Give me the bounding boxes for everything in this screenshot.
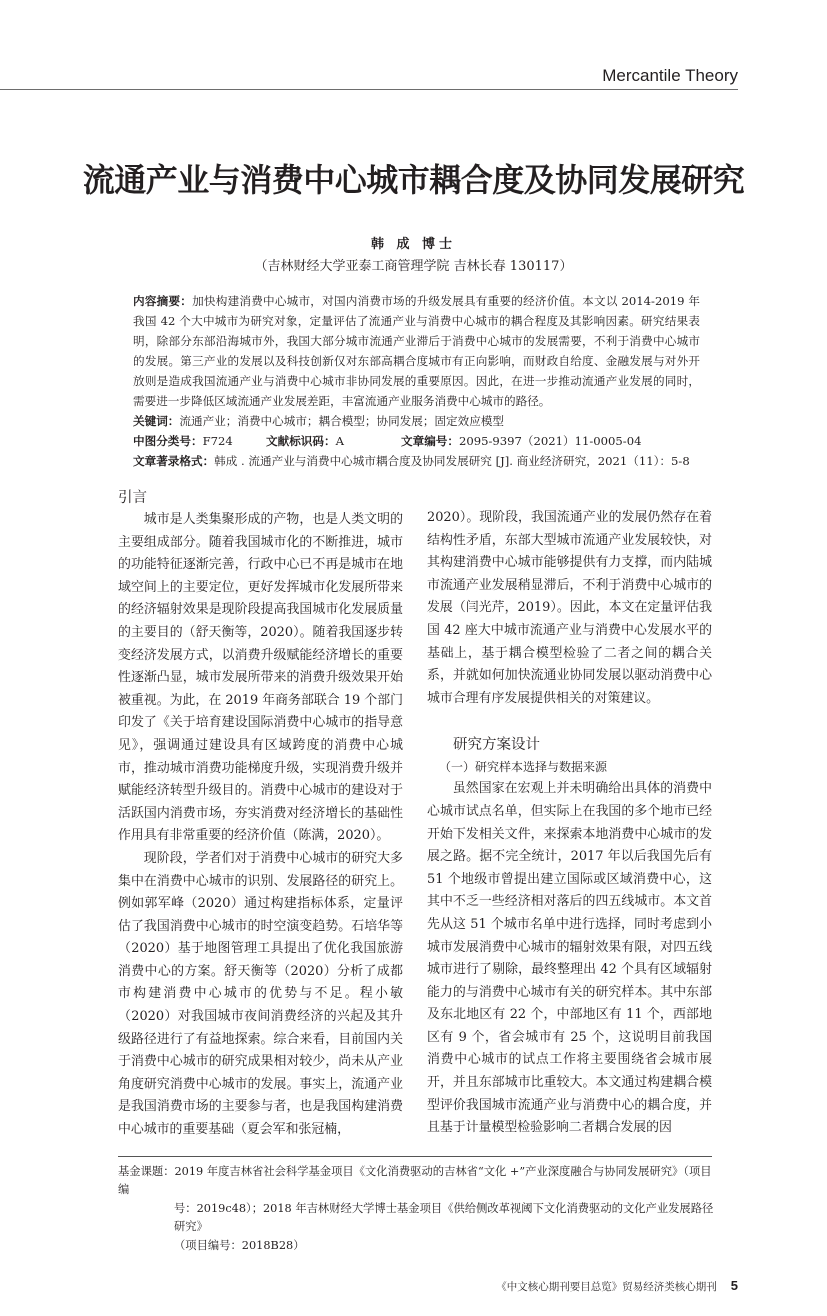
doc-code-label: 文献标识码：	[266, 434, 336, 448]
subsection-heading: （一）研究样本选择与数据来源	[439, 760, 608, 775]
design-paragraph-1: 虽然国家在宏观上并未明确给出具体的消费中心城市试点名单，但实际上在我国的多个地市已经开始下发相关文件，来探索本地消费中心城市的发展之路。据不完全统计，2017 年以后我国先后有 51 个地级市曾提出建立国际或区域消费中心，这其中不乏一些经济相对落后的四五线城市。本文首先从这 51 个城市名单中进行选择，同时考虑到小城市发展消费中心城市的辐射效果有限，对四五线城市进行了剔除，最终整理出 42 个具有区域辐射能力的与消费中心城市有关的研究样本。其中东部及东北地区有 22 个，中部地区有 11 个，西部地区有 9 个，省会城市有 25 个，这说明目前我国消费中心城市的试点工作将主要围绕省会城市展开，并且东部城市比重较大。本文通过构建耦合模型评价我国城市流通产业与消费中心的耦合度，并且基于计量模型检验影响二者耦合发展的因	[427, 781, 712, 1136]
intro-paragraph-2-continued: 2020）。现阶段，我国流通产业的发展仍然存在着结构性矛盾，东部大型城市流通产业发展较快，对其构建消费中心城市能够提供有力支撑，而内陆城市流通产业发展稍显滞后，不利于消费中心城市的发展（闫光芹，2019）。因此，本文在定量评估我国 42 座大中城市流通产业与消费中心发展水平的基础上，基于耦合模型检验了二者之间的耦合关系，并就如何加快流通业协同发展以驱动消费中心城市合理有序发展提供相关的对策建议。	[427, 510, 712, 706]
journal-footer: 《中文核心期刊要目总览》贸易经济类核心期刊	[496, 1281, 717, 1294]
funding-footnote	[118, 1163, 718, 1256]
classification-row	[133, 431, 700, 451]
left-column	[118, 487, 403, 1142]
abstract-text: 加快构建消费中心城市，对国内消费市场的升级发展具有重要的经济价值。本文以 2014-2019 年我国 42 个大中城市为研究对象，定量评估了流通产业与消费中心城市的耦合程度及其影响因素。研究结果表明，除部分东部沿海城市外，我国大部分城市流通产业滞后于消费中心城市的发展需要，不利于消费中心城市的发展。第三产业的发展以及科技创新仅对东部高耦合度城市有正向影响，而财政自给度、金融发展与对外开放则是造成我国流通产业与消费中心城市非协同发展的重要原因。因此，在进一步推动流通产业发展的同时，需要进一步降低区域流通产业发展差距，丰富流通产业服务消费中心城市的路径。	[133, 294, 700, 408]
journal-section-header: Mercantile Theory	[602, 66, 738, 85]
page-number: 5	[730, 1278, 738, 1294]
abstract-label: 内容摘要：	[133, 294, 193, 308]
intro-paragraph-1: 城市是人类集聚形成的产物，也是人类文明的主要组成部分。随着我国城市化的不断推进，城市的功能特征逐渐完善，行政中心已不再是城市在地域空间上的主要定位，更好发挥城市化发展所带来的经济辐射效果是现阶段提高我国城市化发展质量的主要目的（舒天衡等，2020）。随着我国逐步转变经济发展方式，以消费升级赋能经济增长的重要性逐渐凸显，城市发展所带来的消费升级效果开始被重视。为此，在 2019 年商务部联合 19 个部门印发了《关于培育建设国际消费中心城市的指导意见》，强调通过建设具有区域跨度的消费中心城市，推动城市消费功能梯度升级，实现消费升级并赋能经济转型升级目的。消费中心城市的建设对于活跃国内消费市场，夯实消费对经济增长的基础性作用具有非常重要的经济价值（陈满，2020）。	[118, 512, 403, 844]
author: 韩 成 博士	[370, 237, 457, 252]
funding-line-1: 2019 年度吉林省社会科学基金项目《文化消费驱动的吉林省“文化 +”产业深度融合与协同发展研究》（项目编	[118, 1164, 712, 1197]
section-heading-intro: 引言	[118, 490, 147, 506]
funding-label: 基金课题：	[118, 1164, 175, 1178]
affiliation: （吉林财经大学亚泰工商管理学院 吉林长春 130117）	[254, 259, 573, 274]
keywords	[133, 411, 700, 431]
intro-paragraph-2: 现阶段，学者们对于消费中心城市的研究大多集中在消费中心城市的识别、发展路径的研究上。例如郭军峰（2020）通过构建指标体系，定量评估了我国消费中心城市的时空演变趋势。石培华等（2020）基于地图管理工具提出了优化我国旅游消费中心的方案。舒天衡等（2020）分析了成都市构建消费中心城市的优势与不足。程小敏（2020）对我国城市夜间消费经济的兴起及其升级路径进行了有益地探索。综合来看，目前国内关于消费中心城市的研究成果相对较少，尚未从产业角度研究消费中心城市的发展。事实上，流通产业是我国消费市场的主要参与者，也是我国构建消费中心城市的重要基础（夏会军和张冠楠，	[118, 850, 403, 1138]
citation-text: 韩成 . 流通产业与消费中心城市耦合度及协同发展研究 [J]. 商业经济研究，2021（11）：5-8	[214, 454, 690, 468]
classification-value: F724	[202, 434, 233, 448]
citation-label: 文章著录格式：	[133, 454, 215, 468]
abstract-block	[133, 291, 700, 471]
abstract	[133, 291, 700, 411]
article-title: 流通产业与消费中心城市耦合度及协同发展研究	[82, 161, 745, 199]
funding-line-3: （项目编号：2018B28）	[174, 1238, 305, 1252]
footnote-rule	[118, 1156, 712, 1157]
citation	[133, 451, 700, 471]
right-column	[427, 487, 712, 1140]
keywords-text: 流通产业；消费中心城市；耦合模型；协同发展；固定效应模型	[179, 414, 505, 428]
page-footer	[0, 1277, 738, 1316]
classification-label: 中图分类号：	[133, 434, 203, 448]
article-no-label: 文章编号：	[401, 434, 459, 448]
doc-code-value: A	[335, 434, 344, 448]
article-no-value: 2095-9397（2021）11-0005-04	[458, 434, 642, 448]
body-columns	[118, 487, 712, 1142]
keywords-label: 关键词：	[133, 414, 180, 428]
funding-line-2: 号：2019c48）；2018 年吉林财经大学博士基金项目《供给侧改革视阈下文化消费驱动的文化产业发展路径研究》	[174, 1201, 714, 1234]
section-heading-design: 研究方案设计	[453, 737, 540, 754]
